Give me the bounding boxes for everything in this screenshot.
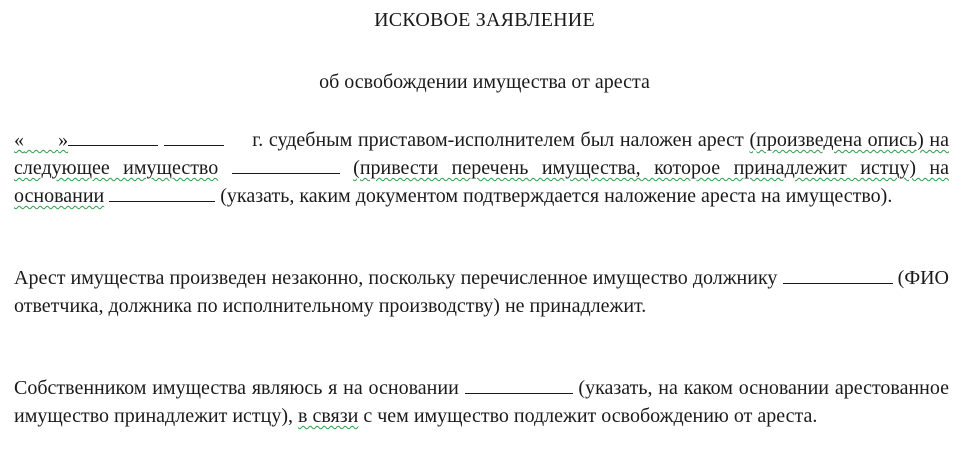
paragraph3-text-a: Собственником имущества являюсь я на основании — [14, 377, 459, 399]
paragraph3-text-c: в связи — [298, 405, 359, 427]
paragraph-ownership — [14, 374, 949, 430]
date-blank[interactable] — [68, 127, 158, 146]
paragraph-arrest-details — [14, 126, 949, 210]
paragraph3-text-d: с чем имущество подлежит освобождению от ареста. — [363, 405, 818, 427]
quote-open: « — [14, 129, 24, 151]
paragraph3-text-b: (указать, на каком основании арестованное имущество принадлежит истцу), — [14, 377, 950, 427]
property-list-blank[interactable] — [232, 155, 340, 174]
paragraph2-text-a: Арест имущества произведен незаконно, поскольку перечисленное имущество должнику — [14, 267, 778, 289]
ownership-basis-blank[interactable] — [465, 375, 573, 394]
paragraph1-text-c: (привести перечень имущества, которое принадлежит истцу) на основании — [14, 157, 950, 207]
paragraph1-text-d: (указать, каким документом подтверждается наложение ареста на имущество). — [220, 185, 893, 207]
date-blank-group — [14, 129, 68, 151]
paragraph1-text-a: г. судебным приставом-исполнителем был наложен арест — [252, 129, 744, 151]
document-subtitle: об освобождении имущества от ареста — [319, 71, 650, 93]
document-title: ИСКОВОЕ ЗАЯВЛЕНИЕ — [374, 9, 595, 31]
paragraph2-text-b: (ФИО ответчика, должника по исполнительному производству) не принадлежит. — [14, 267, 950, 317]
paragraph1-text-b: (произведена опись) на следующее имущество — [14, 129, 950, 179]
debtor-name-blank[interactable] — [783, 265, 893, 284]
basis-document-blank[interactable] — [109, 183, 215, 202]
year-blank[interactable] — [164, 127, 224, 146]
quote-close: » — [58, 129, 69, 151]
paragraph-unlawful-arrest — [14, 264, 949, 320]
